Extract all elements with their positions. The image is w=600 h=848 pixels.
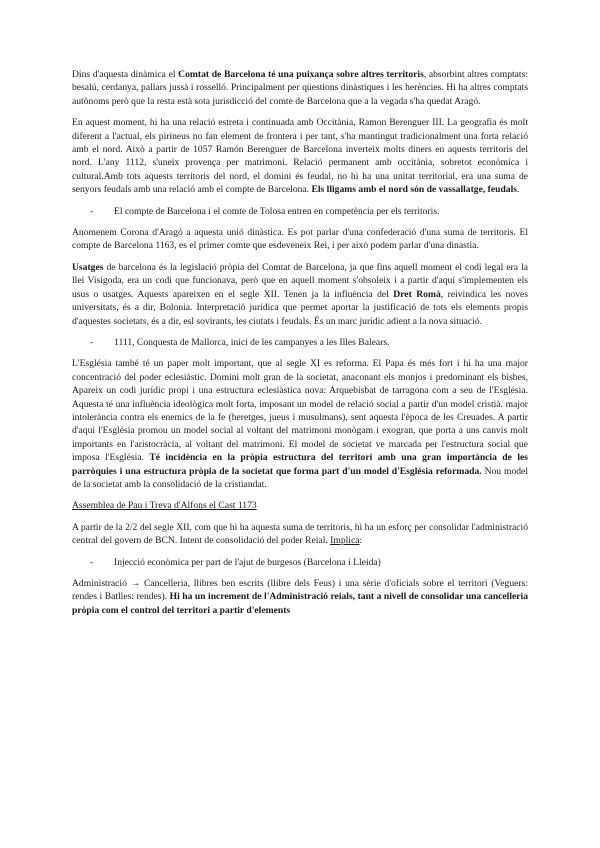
paragraph-text: , absorbint altres comptats: besalú, cerdanya, pallars jussà i rosselló. Principalment per qüestions dinàstiques i les herències. Hi ha altres comptats autònoms però que la resta està sota jurisdicció del comte de Barcelona que a la vegada s'ha quedat Aragó. xyxy=(72,69,528,107)
paragraph xyxy=(72,577,528,617)
list-item xyxy=(72,205,528,218)
list-item-text: 1111, Conquesta de Mallorca, inici de les campanyes a les Illes Balears. xyxy=(114,336,390,348)
paragraph-text: A partir de la 2/2 del segle XII, com que hi ha aquesta suma de territoris, hi ha un esforç per consolidar l'administració central del govern de BCN. Intent de consolidació del poder Reial. xyxy=(72,521,528,547)
section-heading: Assemblea de Pau i Treva d'Alfons el Cast 1173 xyxy=(72,500,257,512)
paragraph xyxy=(72,357,528,491)
paragraph-text: . xyxy=(516,184,520,196)
paragraph xyxy=(72,261,528,328)
paragraph-text: Nou model de la societat amb la consolidació de la cristiandat. xyxy=(72,465,528,490)
paragraph-text: de barcelona és la legislació pròpia del Comtat de Barcelona, ja que fins aquell moment el codi legal era la llei Visigoda, era un codi que funcionava, però que en aquell moment s'obsoleix i a partir d'aquí s'implementen els usus o usatges. Aquests apareixen en el segle XII. Tenen ja la influència del xyxy=(72,261,528,300)
paragraph-text: En aquest moment, hi ha una relació estreta i continuada amb Occitània, Ramon Berenguer III. La geografia és molt diferent a l'actual, els pirineus no fan element de frontera i per tant, s'ha mantingut tradicionalment una forta relació amb el nord. Això a partir de 1057 Ramón Berenguer de Barcelona inverteix molts diners en aquests territoris del nord. L'any 1112, s'uneix provença per matrimoni. Relació permanent amb occitània, sobretot econòmica i cultural.Amb tots aquests territoris del nord, el domini és feudal, no hi ha una unitat territorial, era una suma de senyors feudals amb una relació amb el compte de Barcelona. xyxy=(72,117,528,196)
bold-text: Té incidència en la pròpia estructura del territori amb una gran importància de les parròquies i una estructura pròpia de la societat que forma part d'un model d'Església reformada. xyxy=(72,452,528,477)
underlined-text: Implica xyxy=(330,535,360,547)
document-page xyxy=(72,68,528,625)
list-item-text: El compte de Barcelona i el comte de Tolosa entren en competència per els territoris. xyxy=(114,205,440,217)
paragraph-text: Dins d'aquesta dinàmica el xyxy=(72,69,179,80)
bullet-dash: - xyxy=(90,556,94,568)
bold-text: Hi ha un increment de l'Administració reials, tant a nivell de consolidar una cancelleria pròpia com el control del territori a partir d'elements xyxy=(72,591,528,616)
bullet-dash: - xyxy=(90,336,94,348)
paragraph: Anomenem Corona d'Aragó a aquesta unió dinàstica. Es pot parlar d'una confederació d'una suma de territoris. El compte de Barcelona 1163, es el primer comte que esdeveneix Rei, i per això podem parlar d'una dinastia. xyxy=(72,227,528,252)
bold-text: Usatges xyxy=(72,261,104,273)
paragraph-text: Administració → Cancelleria, llibres ben escrits (llibre dels Feus) i una sèrie d'oficials sobre el territori (Veguers: rendes i Batlles: rendes). xyxy=(72,578,528,603)
list-item-text: Injecció econòmica per part de l'ajut de burgesos (Barcelona i Lleida) xyxy=(114,556,381,568)
list-item xyxy=(72,556,528,569)
paragraph xyxy=(72,116,528,196)
bullet-dash: - xyxy=(90,205,94,217)
bold-text: Dret Romà xyxy=(393,288,441,300)
paragraph xyxy=(72,521,528,548)
paragraph xyxy=(72,68,528,108)
paragraph-text: L'Església també té un paper molt important, que al segle XI es reforma. El Papa és més fort i hi ha una major concentració del poder eclesiàstic. Domini molt gran de la societat, anaconant els monjos i predominant els bisbes, Apareix un codi jurídic propi i una estructura eclesiàstica nova: Arquebisbat de tarragona com a seu de l'Església. Aquesta té una influència ideològica molt forta, imposant un model de relació social a partir d'un model cristià. major intolerància contra els enemics de la fe (heretges, jueus i musulmans), sent aquesta l'època de les Creuades. A partir d'aquí l'Església promou un model social al voltant del matrimoni monògam i exogran, que porta a uns canvis molt importants en l'aristocràcia, al voltant del matrimoni. El model de societat ve marcada per l'estructura social que imposa l'Església. xyxy=(72,358,528,464)
paragraph-text: , reivindica les noves universitats, és a dir, Bolonia. Interpretació jurídica que permet aportar la justificació de tots els elements propis d'aquestes societats, és a dir, esl sovirants, les ciutats i feudals. És un marc jurídic adient a la nova situació. xyxy=(72,288,528,327)
list-item xyxy=(72,336,528,349)
paragraph-text: : xyxy=(359,535,363,547)
bold-text: Els lligams amb el nord són de vassallatge, feudals xyxy=(311,184,517,196)
bold-text: Comtat de Barcelona té una puixança sobre altres territoris xyxy=(178,69,424,80)
